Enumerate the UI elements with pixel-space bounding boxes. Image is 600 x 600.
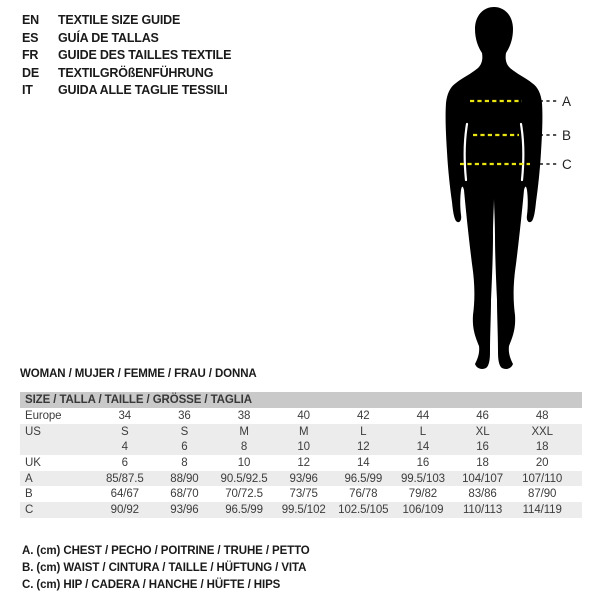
woman-figure-svg	[430, 0, 600, 374]
size-table-header: SIZE / TALLA / TAILLE / GRÖSSE / TAGLIA	[20, 392, 582, 408]
table-cell: 14	[357, 456, 370, 469]
table-cell: 10	[237, 456, 251, 469]
measurement-legend	[22, 543, 310, 593]
language-code: EN	[22, 13, 39, 27]
table-cell: S	[180, 425, 189, 438]
table-cell: 40	[297, 409, 310, 422]
legend-line: C. (cm) HIP / CADERA / HANCHE / HÜFTE / HIPS	[22, 578, 281, 591]
language-code: IT	[22, 83, 33, 97]
table-cell: 34	[118, 409, 132, 422]
table-row-label: C	[25, 503, 34, 516]
table-row	[20, 455, 582, 471]
table-cell: 48	[535, 409, 549, 422]
figure-marker-label: A	[562, 94, 572, 109]
table-cell: L	[360, 425, 367, 438]
table-cell: 70/72.5	[225, 488, 263, 501]
table-cell: 87/90	[528, 488, 557, 501]
table-cell: 83/86	[468, 488, 497, 501]
table-cell: 79/82	[408, 488, 438, 501]
table-cell: XXL	[531, 425, 553, 438]
table-cell: 88/90	[170, 472, 199, 485]
language-title: GUÍA DE TALLAS	[58, 30, 159, 45]
section-title: WOMAN / MUJER / FEMME / FRAU / DONNA	[20, 368, 257, 380]
language-row	[22, 65, 231, 83]
table-cell: 106/109	[402, 503, 444, 516]
woman-silhouette	[446, 7, 543, 369]
table-row	[20, 471, 582, 487]
legend-line: B. (cm) WAIST / CINTURA / TAILLE / HÜFTUNG / VITA	[22, 561, 307, 574]
table-cell: 36	[178, 409, 191, 422]
table-cell: 42	[357, 409, 370, 422]
size-table-body	[20, 408, 582, 518]
table-cell: 12	[357, 441, 370, 454]
table-cell: 93/96	[170, 503, 199, 516]
table-cell: 99.5/102	[281, 503, 326, 516]
table-cell: 73/75	[289, 488, 318, 501]
language-row	[22, 47, 231, 65]
table-cell: L	[419, 425, 427, 438]
table-cell: 8	[240, 441, 248, 454]
table-cell: 76/78	[349, 488, 378, 501]
table-cell: 12	[297, 456, 310, 469]
language-code: FR	[22, 48, 39, 62]
table-cell: 102.5/105	[338, 503, 389, 516]
table-row-label: A	[25, 472, 33, 485]
table-cell: 16	[416, 456, 430, 469]
size-table	[20, 392, 582, 518]
table-cell: 4	[121, 441, 128, 454]
table-cell: 20	[535, 456, 549, 469]
language-code: DE	[22, 65, 39, 80]
table-row-label: B	[25, 488, 33, 501]
table-cell: 68/70	[170, 488, 199, 501]
table-cell: 16	[476, 441, 489, 454]
table-cell: 104/107	[462, 472, 503, 485]
table-cell: 93/96	[289, 472, 318, 485]
table-cell: 8	[181, 456, 188, 469]
figure-marker-label: B	[562, 128, 572, 143]
table-cell: 96.5/99	[225, 503, 263, 516]
table-cell: 85/87.5	[105, 472, 144, 485]
table-cell: 18	[476, 456, 489, 469]
table-cell: M	[239, 425, 249, 438]
figure-marker-label: C	[562, 157, 572, 172]
table-row	[20, 439, 582, 455]
table-cell: 6	[181, 441, 188, 454]
language-title: GUIDE DES TAILLES TEXTILE	[58, 48, 232, 62]
language-title: TEXTILGRÖßENFÜHRUNG	[58, 65, 214, 80]
size-figure	[430, 0, 600, 374]
table-cell: 46	[476, 409, 489, 422]
table-cell: 114/119	[522, 503, 562, 516]
language-row	[22, 12, 231, 30]
table-cell: 10	[297, 441, 310, 454]
language-row	[22, 30, 231, 48]
table-row	[20, 502, 582, 518]
table-cell: 18	[535, 441, 549, 454]
language-code: ES	[22, 30, 39, 45]
language-row	[22, 82, 231, 100]
table-cell: 90/92	[110, 503, 139, 516]
table-cell: 110/113	[462, 503, 503, 516]
language-title: TEXTILE SIZE GUIDE	[58, 13, 181, 27]
legend-line: A. (cm) CHEST / PECHO / POITRINE / TRUHE / PETTO	[22, 545, 310, 557]
table-cell: 64/67	[110, 488, 139, 501]
table-cell: 14	[416, 441, 430, 454]
table-row	[20, 424, 582, 440]
language-list	[22, 12, 231, 100]
table-cell: S	[121, 425, 129, 438]
table-cell: 107/110	[522, 472, 563, 485]
table-cell: 6	[121, 456, 128, 469]
table-cell: 38	[237, 409, 251, 422]
table-cell: M	[298, 425, 309, 438]
table-cell: 96.5/99	[344, 472, 383, 485]
table-cell: XL	[475, 425, 490, 438]
table-row-label: US	[25, 425, 41, 438]
table-cell: 44	[416, 409, 430, 422]
table-row	[20, 408, 582, 424]
table-cell: 90.5/92.5	[220, 472, 268, 485]
table-cell: 99.5/103	[400, 472, 445, 485]
language-title: GUIDA ALLE TAGLIE TESSILI	[58, 83, 228, 97]
table-row-label: UK	[25, 456, 41, 469]
table-row	[20, 486, 582, 502]
table-row-label: Europe	[25, 409, 62, 422]
